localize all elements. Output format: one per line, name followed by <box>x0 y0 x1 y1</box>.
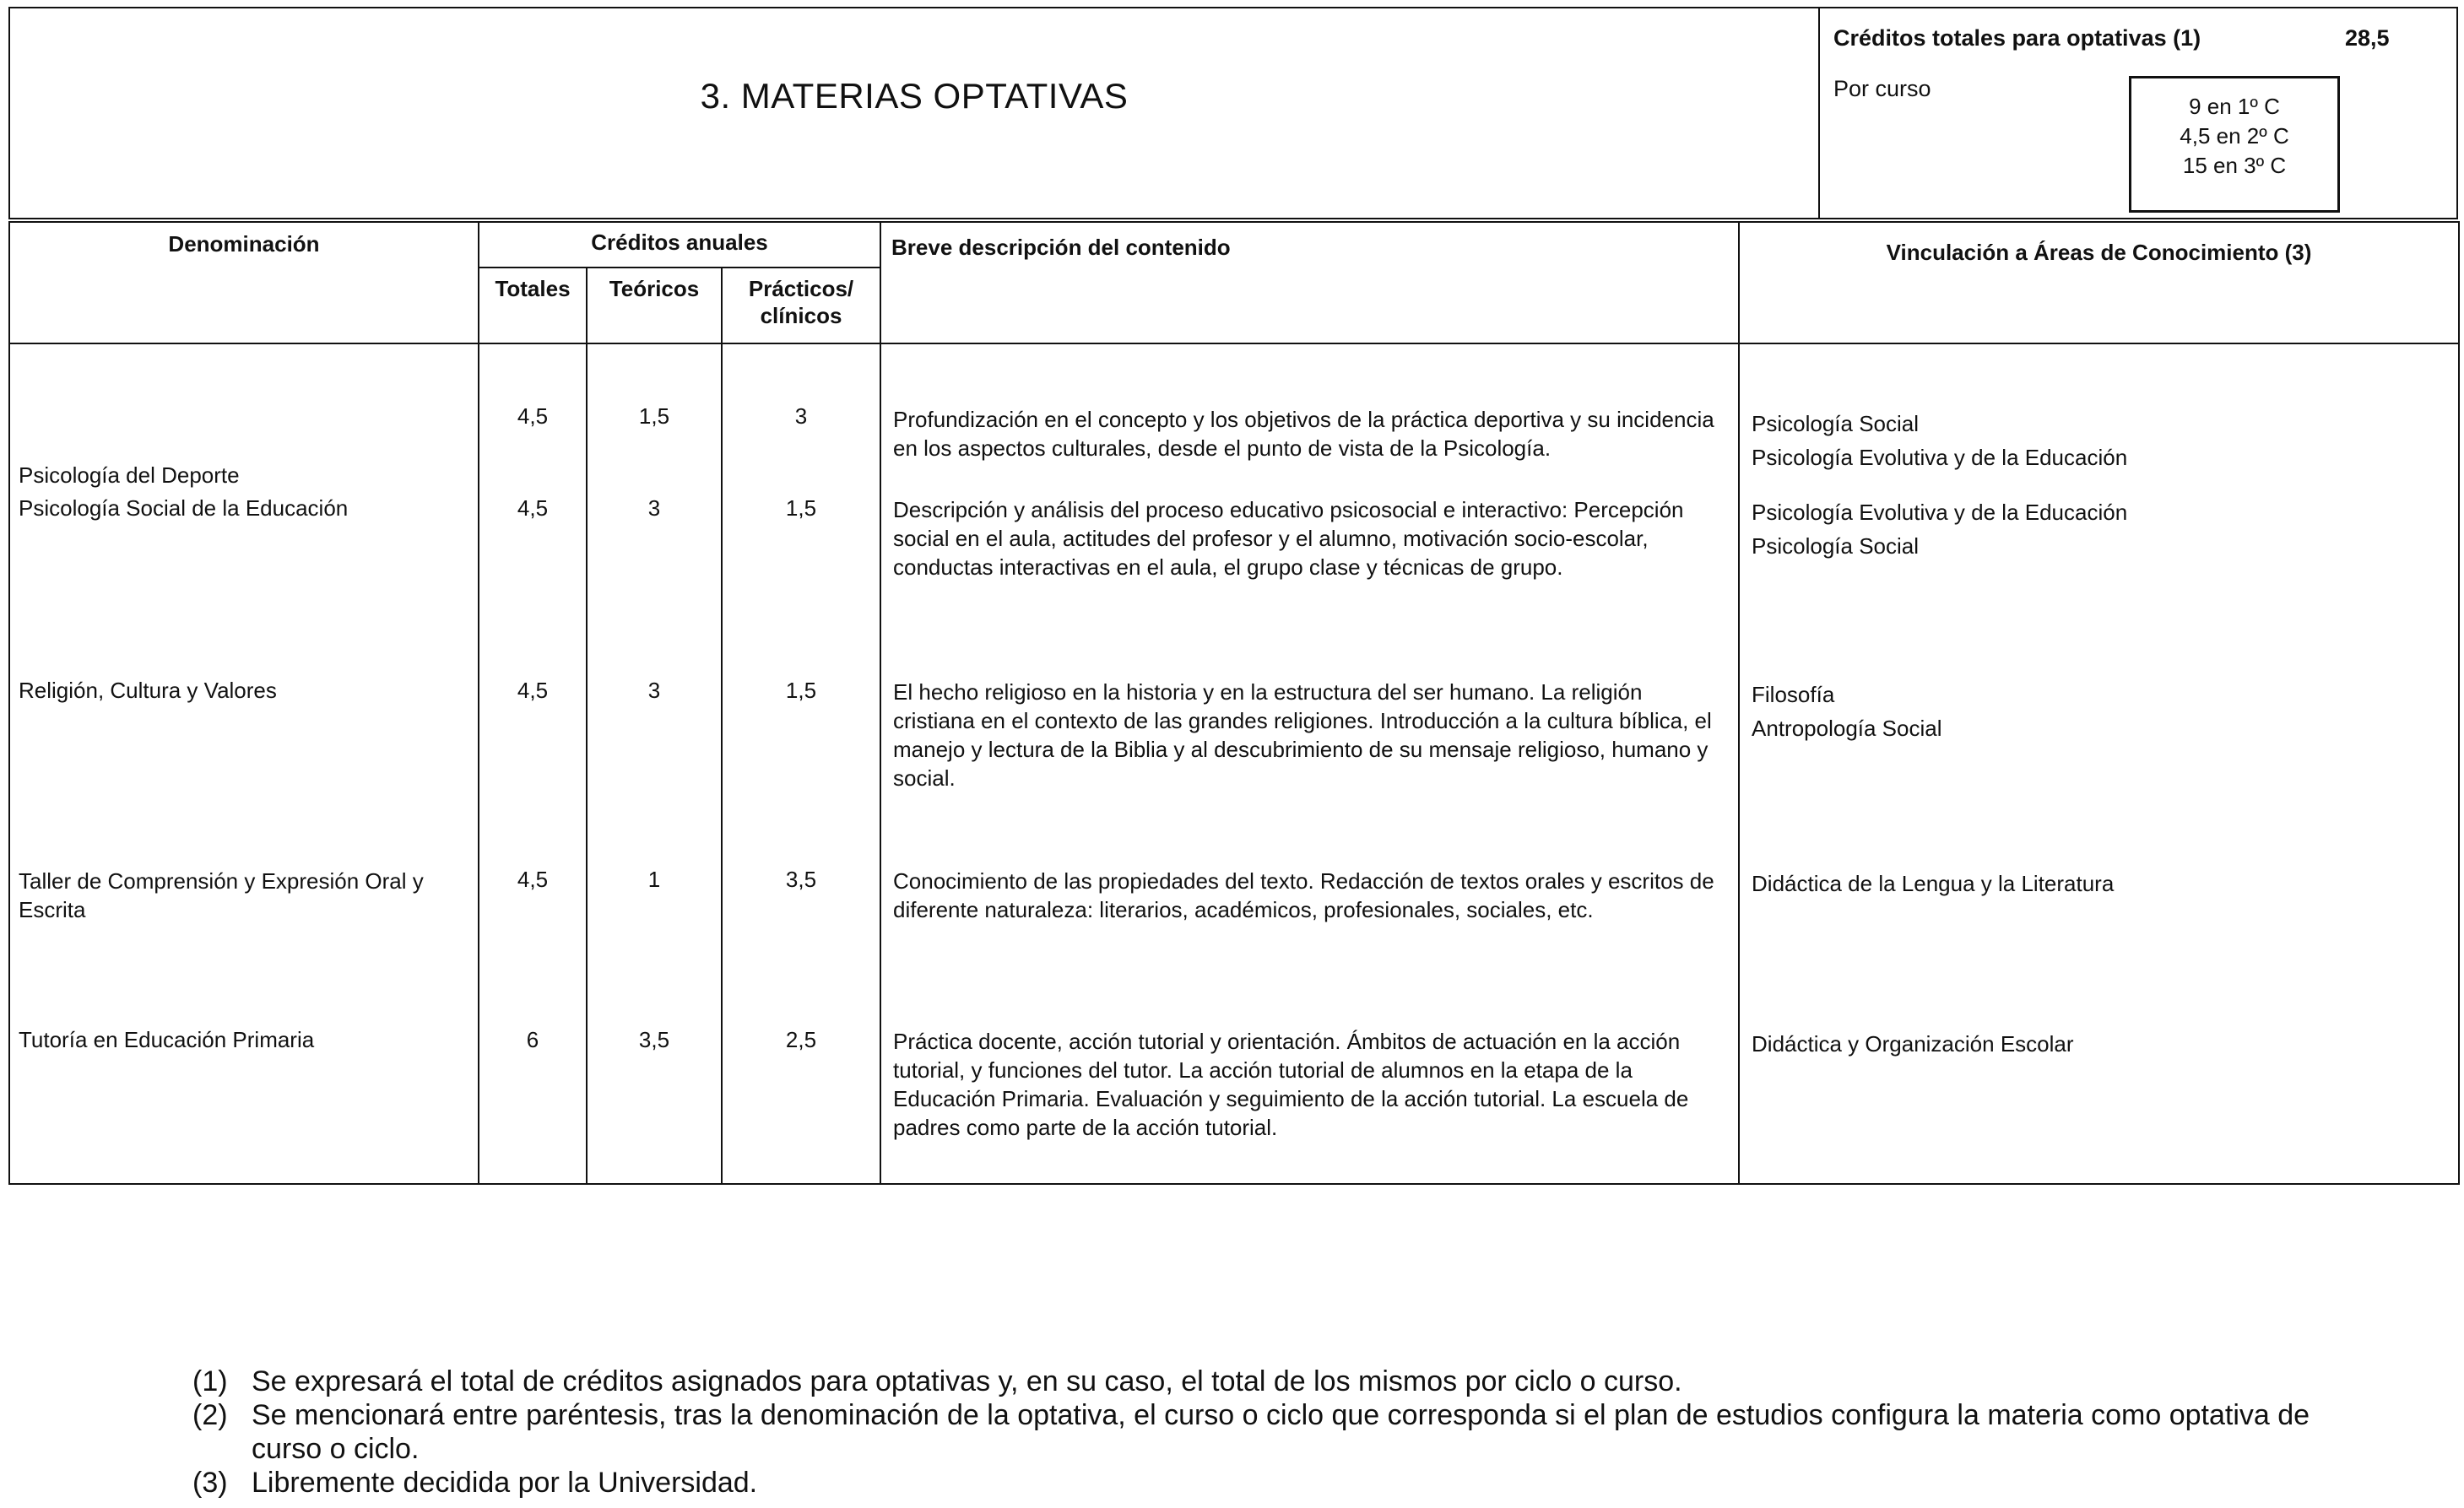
table-row <box>9 678 2459 867</box>
subject-name: Psicología del Deporte <box>19 462 240 488</box>
credit-value: 2,5 <box>785 1027 817 1052</box>
footnote-number: (2) <box>192 1399 228 1431</box>
cell-teoricos <box>587 343 722 495</box>
area-item: Psicología Evolutiva y de la Educación <box>1752 445 2128 470</box>
area-item: Didáctica y Organización Escolar <box>1752 1031 2074 1057</box>
area-item: Antropología Social <box>1752 716 1942 741</box>
credit-value: 6 <box>526 1027 539 1052</box>
total-credits-label: Créditos totales para optativas (1) <box>1833 25 2201 51</box>
cell-denominacion <box>9 867 479 1027</box>
area-item: Psicología Social <box>1752 411 1920 436</box>
credit-value: 3 <box>647 495 661 521</box>
cell-descripcion <box>880 1027 1739 1184</box>
optativas-table <box>8 221 2460 1185</box>
subject-name: Tutoría en Educación Primaria <box>19 1027 315 1052</box>
subject-name: Psicología Social de la Educación <box>19 495 349 521</box>
credit-value: 4,5 <box>517 678 549 703</box>
subject-name: Taller de Comprensión y Expresión Oral y Escrita <box>19 868 424 922</box>
per-course-item: 4,5 en 2º C <box>2180 123 2289 149</box>
area-list <box>1752 344 2446 474</box>
cell-vinculacion <box>1739 1027 2459 1184</box>
footnote <box>192 1365 2353 1398</box>
area-item: Didáctica de la Lengua y la Literatura <box>1752 871 2115 896</box>
cell-vinculacion <box>1739 495 2459 678</box>
area-list <box>1752 867 2446 900</box>
footnote-text: Se mencionará entre paréntesis, tras la denominación de la optativa, el curso o ciclo que corresponda si el plan de estudios configura la materia como optativa de curso o ciclo. <box>252 1399 2310 1465</box>
subject-description: Conocimiento de las propiedades del texto. Redacción de textos orales y escritos de diferente naturaleza: literarios, académicos, profesionales, sociales, etc. <box>893 868 1714 922</box>
area-item: Filosofía <box>1752 682 1835 707</box>
cell-denominacion <box>9 1027 479 1184</box>
subject-description: El hecho religioso en la historia y en la estructura del ser humano. La religión cristiana en el contexto de las grandes religiones. Introducción a la cultura bíblica, el manejo y lectura de la Biblia y al descubrimiento de su mensaje religioso, humano y social. <box>893 679 1712 791</box>
credit-value: 4,5 <box>517 495 549 521</box>
header-divider <box>1818 8 1820 218</box>
per-course-box <box>2129 76 2340 213</box>
cell-teoricos <box>587 495 722 678</box>
col-header-practicos: Prácticos/ clínicos <box>722 268 880 343</box>
footnotes <box>192 1365 2353 1500</box>
area-list <box>1752 495 2446 563</box>
cell-descripcion <box>880 495 1739 678</box>
cell-totales <box>479 678 587 867</box>
cell-teoricos <box>587 867 722 1027</box>
table-row <box>9 495 2459 678</box>
cell-denominacion <box>9 343 479 495</box>
area-item: Psicología Social <box>1752 533 1920 559</box>
area-list <box>1752 1027 2446 1061</box>
section-header <box>8 7 2458 219</box>
footnote <box>192 1398 2353 1466</box>
credit-value: 1,5 <box>785 495 817 521</box>
section-title <box>10 8 1818 218</box>
cell-practicos <box>722 867 880 1027</box>
section-title-text: 3. MATERIAS OPTATIVAS <box>700 76 1129 116</box>
credit-value: 4,5 <box>517 403 549 429</box>
cell-descripcion <box>880 678 1739 867</box>
credit-value: 4,5 <box>517 867 549 892</box>
cell-totales <box>479 1027 587 1184</box>
cell-practicos <box>722 343 880 495</box>
footnote-text: Libremente decidida por la Universidad. <box>252 1467 758 1499</box>
per-course-item: 15 en 3º C <box>2182 153 2287 178</box>
cell-practicos <box>722 678 880 867</box>
area-item: Psicología Evolutiva y de la Educación <box>1752 500 2128 525</box>
credit-value: 1 <box>647 867 661 892</box>
subject-description: Descripción y análisis del proceso educativo psicosocial e interactivo: Percepción social en el aula, actitudes del profesor y el alumno, motivación socio-escolar, conductas interactivas en el aula, el grupo clase y técnicas de grupo. <box>893 497 1684 580</box>
subject-description: Práctica docente, acción tutorial y orientación. Ámbitos de actuación en la acción tutorial, y funciones del tutor. La acción tutorial de alumnos en la etapa de la Educación Primaria. Evaluación y seguimiento de la acción tutorial. La escuela de padres como parte de la acción tutorial. <box>893 1029 1689 1140</box>
per-course-item: 9 en 1º C <box>2189 94 2280 119</box>
col-header-descripcion: Breve descripción del contenido <box>880 222 1739 343</box>
col-header-vinculacion: Vinculación a Áreas de Conocimiento (3) <box>1739 222 2459 343</box>
col-header-totales: Totales <box>479 268 587 343</box>
cell-teoricos <box>587 1027 722 1184</box>
cell-vinculacion <box>1739 343 2459 495</box>
col-header-denominacion: Denominación <box>9 222 479 343</box>
cell-totales <box>479 495 587 678</box>
footnote <box>192 1466 2353 1500</box>
total-credits-value: 28,5 <box>2345 25 2390 51</box>
footnote-number: (3) <box>192 1467 228 1499</box>
credit-value: 3,5 <box>638 1027 670 1052</box>
table-row <box>9 867 2459 1027</box>
cell-teoricos <box>587 678 722 867</box>
cell-vinculacion <box>1739 867 2459 1027</box>
cell-descripcion <box>880 867 1739 1027</box>
cell-totales <box>479 867 587 1027</box>
footnote-number: (1) <box>192 1365 228 1397</box>
cell-totales <box>479 343 587 495</box>
credit-value: 1,5 <box>638 403 670 429</box>
credit-value: 1,5 <box>785 678 817 703</box>
subject-name: Religión, Cultura y Valores <box>19 678 277 703</box>
subject-description: Profundización en el concepto y los objetivos de la práctica deportiva y su incidencia en los aspectos culturales, desde el punto de vista de la Psicología. <box>893 407 1714 461</box>
per-course-label: Por curso <box>1833 76 1931 101</box>
cell-denominacion <box>9 678 479 867</box>
credit-value: 3 <box>794 403 808 429</box>
col-header-teoricos: Teóricos <box>587 268 722 343</box>
cell-descripcion <box>880 343 1739 495</box>
credit-value: 3 <box>647 678 661 703</box>
cell-practicos <box>722 1027 880 1184</box>
footnote-text: Se expresará el total de créditos asignados para optativas y, en su caso, el total de los mismos por ciclo o curso. <box>252 1365 1682 1397</box>
cell-vinculacion <box>1739 678 2459 867</box>
table-row <box>9 343 2459 495</box>
cell-denominacion <box>9 495 479 678</box>
area-list <box>1752 678 2446 745</box>
table-row <box>9 1027 2459 1184</box>
cell-practicos <box>722 495 880 678</box>
credit-value: 3,5 <box>785 867 817 892</box>
col-header-creditos-anuales: Créditos anuales <box>479 222 880 268</box>
